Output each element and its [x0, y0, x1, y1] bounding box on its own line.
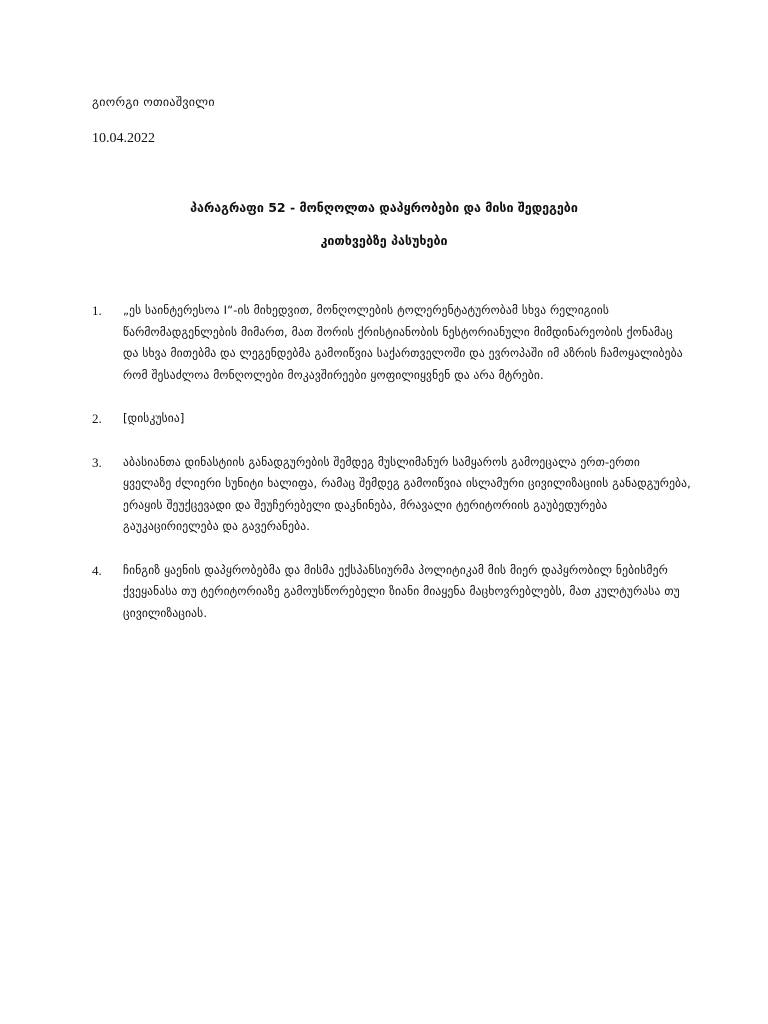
answer-number: 2.	[92, 411, 102, 426]
answer-text: აბასიანთა დინასტიის განადგურების შემდეგ მუსლიმანურ სამყაროს გამოეცალა ერთ-ერთი ყველაზე ძლიერი სუნიტი ხალიფა, რამაც შემდეგ გამოიწვია ისლამური ცივილიზაციის განადგურება, ერაყის შეუქცევადი და შეუჩერებელი დაკნინება, მრავალი ტერიტორიის გაუბედურება გაუკაცირიელება და გავერანება.	[123, 454, 691, 533]
answer-number: 3.	[92, 454, 102, 470]
answer-number: 1.	[92, 303, 102, 318]
answer-item-2	[92, 408, 692, 430]
answer-text: „ეს საინტერესოა I“-ის მიხედვით, მონღოლების ტოლერენტატურობამ სხვა რელიგიის წარმომადგენლების მიმართ, მათ შორის ქრისტიანობის ნესტორიანული მიმდინარეობის ქონამაც და სხვა მითებმა და ლეგენდებმა გამოიწვია საქართველოში და ევროპაში იმ აზრის ჩამოყალიბება რომ შესაძლოა მონღოლები მოკავშირეები ყოფილიყვნენ და არა მტრები.	[123, 303, 683, 382]
answer-item-1	[92, 300, 692, 386]
document-date: 10.04.2022	[92, 131, 155, 146]
answer-text: ჩინგიზ ყაენის დაპყრობებმა და მისმა ექსპანსიურმა პოლიტიკამ მის მიერ დაპყრობილ ნებისმერ ქვეყანასა თუ ტერიტორიაზე გამოუსწორებელი ზიანი მიაყენა მაცხოვრებლებს, მათ კულტურასა თუ ცივილიზაციას.	[123, 562, 680, 620]
document-subtitle: კითხვებზე პასუხები	[320, 233, 448, 248]
answer-text: [დისკუსია]	[123, 411, 185, 425]
answer-item-3	[92, 452, 692, 538]
author-name: გიორგი ოთიაშვილი	[92, 95, 215, 109]
answer-list	[92, 300, 692, 646]
document-title: პარაგრაფი 52 - მონღოლთა დაპყრობები და მისი შედეგები	[190, 200, 578, 215]
answer-item-4	[92, 560, 692, 625]
answer-number: 4.	[92, 562, 102, 578]
